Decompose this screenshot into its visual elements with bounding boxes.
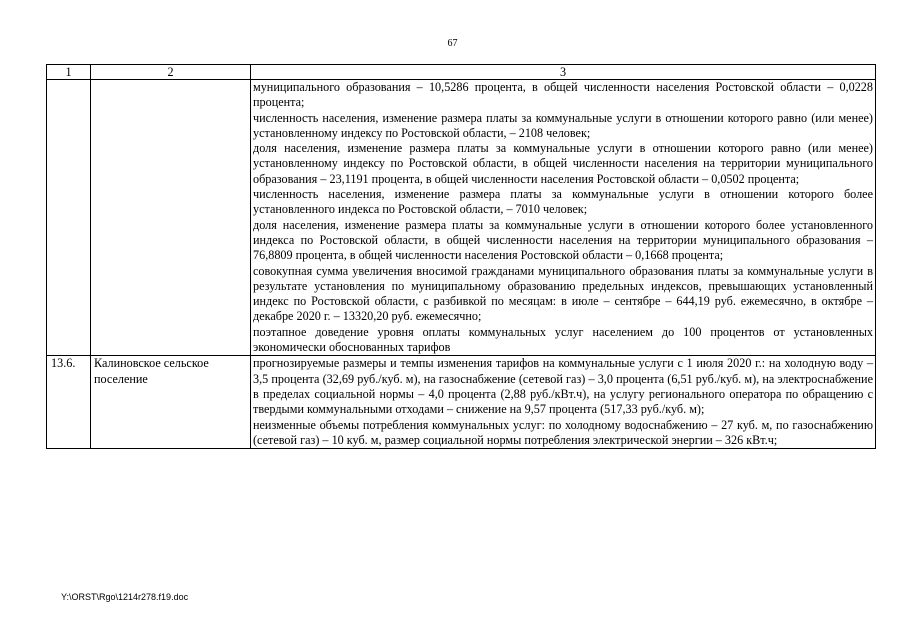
row-text [251, 356, 876, 449]
header-col-3: 3 [251, 65, 876, 80]
paragraph: доля населения, изменение размера платы за коммунальные услуги в отношении которого равно (или менее) установленному индексу по Ростовской области, в общей численности населения на территории муниципального образования – 23,1191 процента, в общей численности населения Ростовской области – 0,0502 процента; [253, 141, 873, 186]
table-row [47, 356, 876, 449]
table-row [47, 80, 876, 356]
paragraph: неизменные объемы потребления коммунальных услуг: по холодному водоснабжению – 27 куб. м, по газоснабжению (сетевой газ) – 10 куб. м, размер социальной нормы потребления электрической энергии – 326 кВт.ч; [253, 417, 873, 447]
file-path-footer: Y:\ORST\Rgo\1214r278.f19.doc [61, 592, 189, 602]
table-header-row [47, 65, 876, 80]
row-text [251, 80, 876, 356]
page-number: 67 [447, 38, 458, 49]
header-col-1: 1 [47, 65, 91, 80]
row-number: 13.6. [47, 356, 91, 449]
paragraph: доля населения, изменение размера платы за коммунальные услуги в отношении которого более установленного индекса по Ростовской области, в общей численности населения на территории муниципального образования – 76,8809 процента, в общей численности населения Ростовской области – 0,1668 процента; [253, 217, 873, 263]
row-number [47, 80, 91, 356]
row-name: Калиновское сельское поселение [91, 356, 251, 449]
paragraph: совокупная сумма увеличения вносимой гражданами муниципального образования платы за коммунальные услуги в результате установления по муниципальному образованию предельных индексов, превышающих установленный индекс по Ростовской области, с разбивкой по месяцам: в июле – сентябре – 644,19 руб. ежемесячно, в октябре – декабре 2020 г. – 13320,20 руб. ежемесячно; [253, 263, 873, 324]
header-col-2: 2 [91, 65, 251, 80]
document-table [46, 64, 876, 449]
row-name [91, 80, 251, 356]
paragraph: численность населения, изменение размера платы за коммунальные услуги в отношении которого более установленного индекса по Ростовской области, – 7010 человек; [253, 187, 873, 217]
paragraph: муниципального образования – 10,5286 процента, в общей численности населения Ростовской области – 0,0228 процента; [253, 80, 873, 110]
paragraph: прогнозируемые размеры и темпы изменения тарифов на коммунальные услуги с 1 июля 2020 г.: на холодную воду – 3,5 процента (32,69 руб./куб. м), на газоснабжение (сетевой газ) – 3,0 процента (6,51 руб./куб. м), на электроснабжение в пределах социальной нормы – 4,0 процента (2,88 руб./кВт.ч), на услугу регионального оператора по обращению с твердыми коммунальными отходами – снижение на 9,57 процента (517,33 руб./куб. м); [253, 356, 873, 417]
paragraph: поэтапное доведение уровня оплаты коммунальных услуг населением до 100 процентов от установленных экономически обоснованных тарифов [253, 324, 873, 355]
paragraph: численность населения, изменение размера платы за коммунальные услуги в отношении которого равно (или менее) установленному индексу по Ростовской области, – 2108 человек; [253, 110, 873, 140]
